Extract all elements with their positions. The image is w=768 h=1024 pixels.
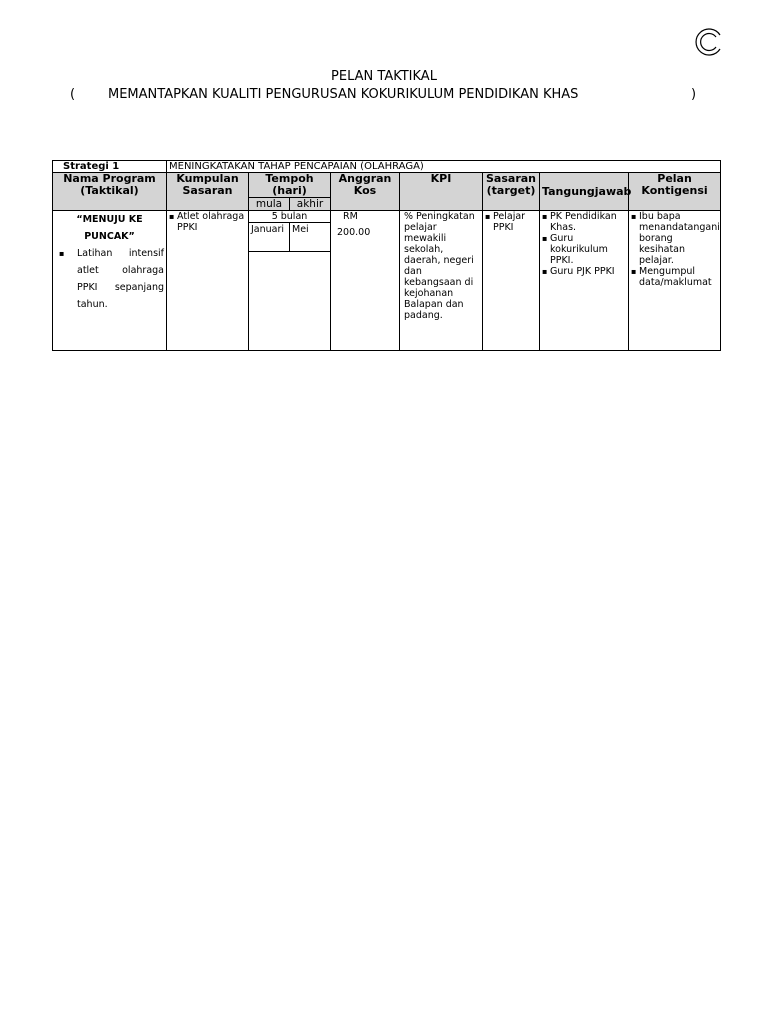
page-subtitle: MEMANTAPKAN KUALITI PENGURUSAN KOKURIKULUM PENDIDIKAN KHAS — [108, 87, 579, 102]
kpi-cell: % Peningkatan pelajar mewakili sekolah, daerah, negeri dan kebangsaan di kejohanan Balapan dan padang. — [400, 211, 483, 351]
duration-end-value: Mei — [290, 223, 331, 252]
responsible-item: ▪ Guru kokurikulum PPKI. — [542, 233, 626, 266]
program-word: Latihan — [77, 248, 113, 259]
target-item: ▪ Pelajar PPKI — [485, 211, 537, 233]
copyright-logo — [694, 26, 726, 58]
strategy-value: MENINGKATAKAN TAHAP PENCAPAIAN (OLAHRAGA) — [167, 161, 721, 173]
contingency-item: ▪ Mengumpul data/maklumat — [631, 266, 718, 288]
target-cell — [483, 211, 540, 351]
contingency-item: ▪ Ibu bapa menandatangani borang kesihatan pelajar. — [631, 211, 718, 266]
program-title-2: PUNCAK” — [84, 231, 135, 242]
program-word: PPKI — [77, 282, 98, 293]
program-list — [55, 245, 164, 313]
responsible-item: ▪ Guru PJK PPKI — [542, 266, 626, 277]
cost-cell — [331, 211, 400, 351]
target-group-cell — [167, 211, 249, 351]
cost-currency: RM — [343, 211, 358, 222]
strategy-label: Strategi 1 — [53, 161, 167, 173]
program-word: olahraga — [122, 265, 164, 276]
program-word: sepanjang — [114, 282, 164, 293]
header-kpi: KPI — [400, 173, 483, 211]
strategy-row — [53, 161, 721, 173]
program-title-1: “MENUJU KE — [76, 214, 143, 225]
target-group-item: ▪ Atlet olahraga PPKI — [169, 211, 246, 233]
subtitle-close-paren: ) — [691, 87, 697, 102]
program-word: atlet — [77, 265, 99, 276]
duration-empty-cell — [249, 252, 331, 351]
header-duration-start: mula — [249, 198, 290, 211]
header-duration-end: akhir — [290, 198, 331, 211]
page-title: PELAN TAKTIKAL — [331, 69, 437, 84]
header-contingency: Pelan Kontigensi — [629, 173, 721, 211]
header-program: Nama Program (Taktikal) — [53, 173, 167, 211]
tactical-plan-table — [52, 160, 721, 351]
header-target: Sasaran (target) — [483, 173, 540, 211]
subtitle-open-paren: ( — [70, 87, 76, 102]
program-item — [55, 245, 164, 313]
cost-amount: 200.00 — [337, 227, 371, 238]
contingency-cell — [629, 211, 721, 351]
responsible-cell — [540, 211, 629, 351]
responsible-item: ▪ PK Pendidikan Khas. — [542, 211, 626, 233]
program-word: intensif — [128, 248, 164, 259]
program-cell — [53, 211, 167, 351]
header-row — [53, 173, 721, 198]
header-duration: Tempoh (hari) — [249, 173, 331, 198]
duration-total: 5 bulan — [249, 211, 331, 223]
header-target-group: Kumpulan Sasaran — [167, 173, 249, 211]
duration-total-row — [53, 211, 721, 223]
program-word: tahun. — [77, 299, 108, 310]
duration-start-value: Januari — [249, 223, 290, 252]
header-cost: Anggran Kos — [331, 173, 400, 211]
header-responsible: Tangungjawab — [540, 173, 629, 211]
